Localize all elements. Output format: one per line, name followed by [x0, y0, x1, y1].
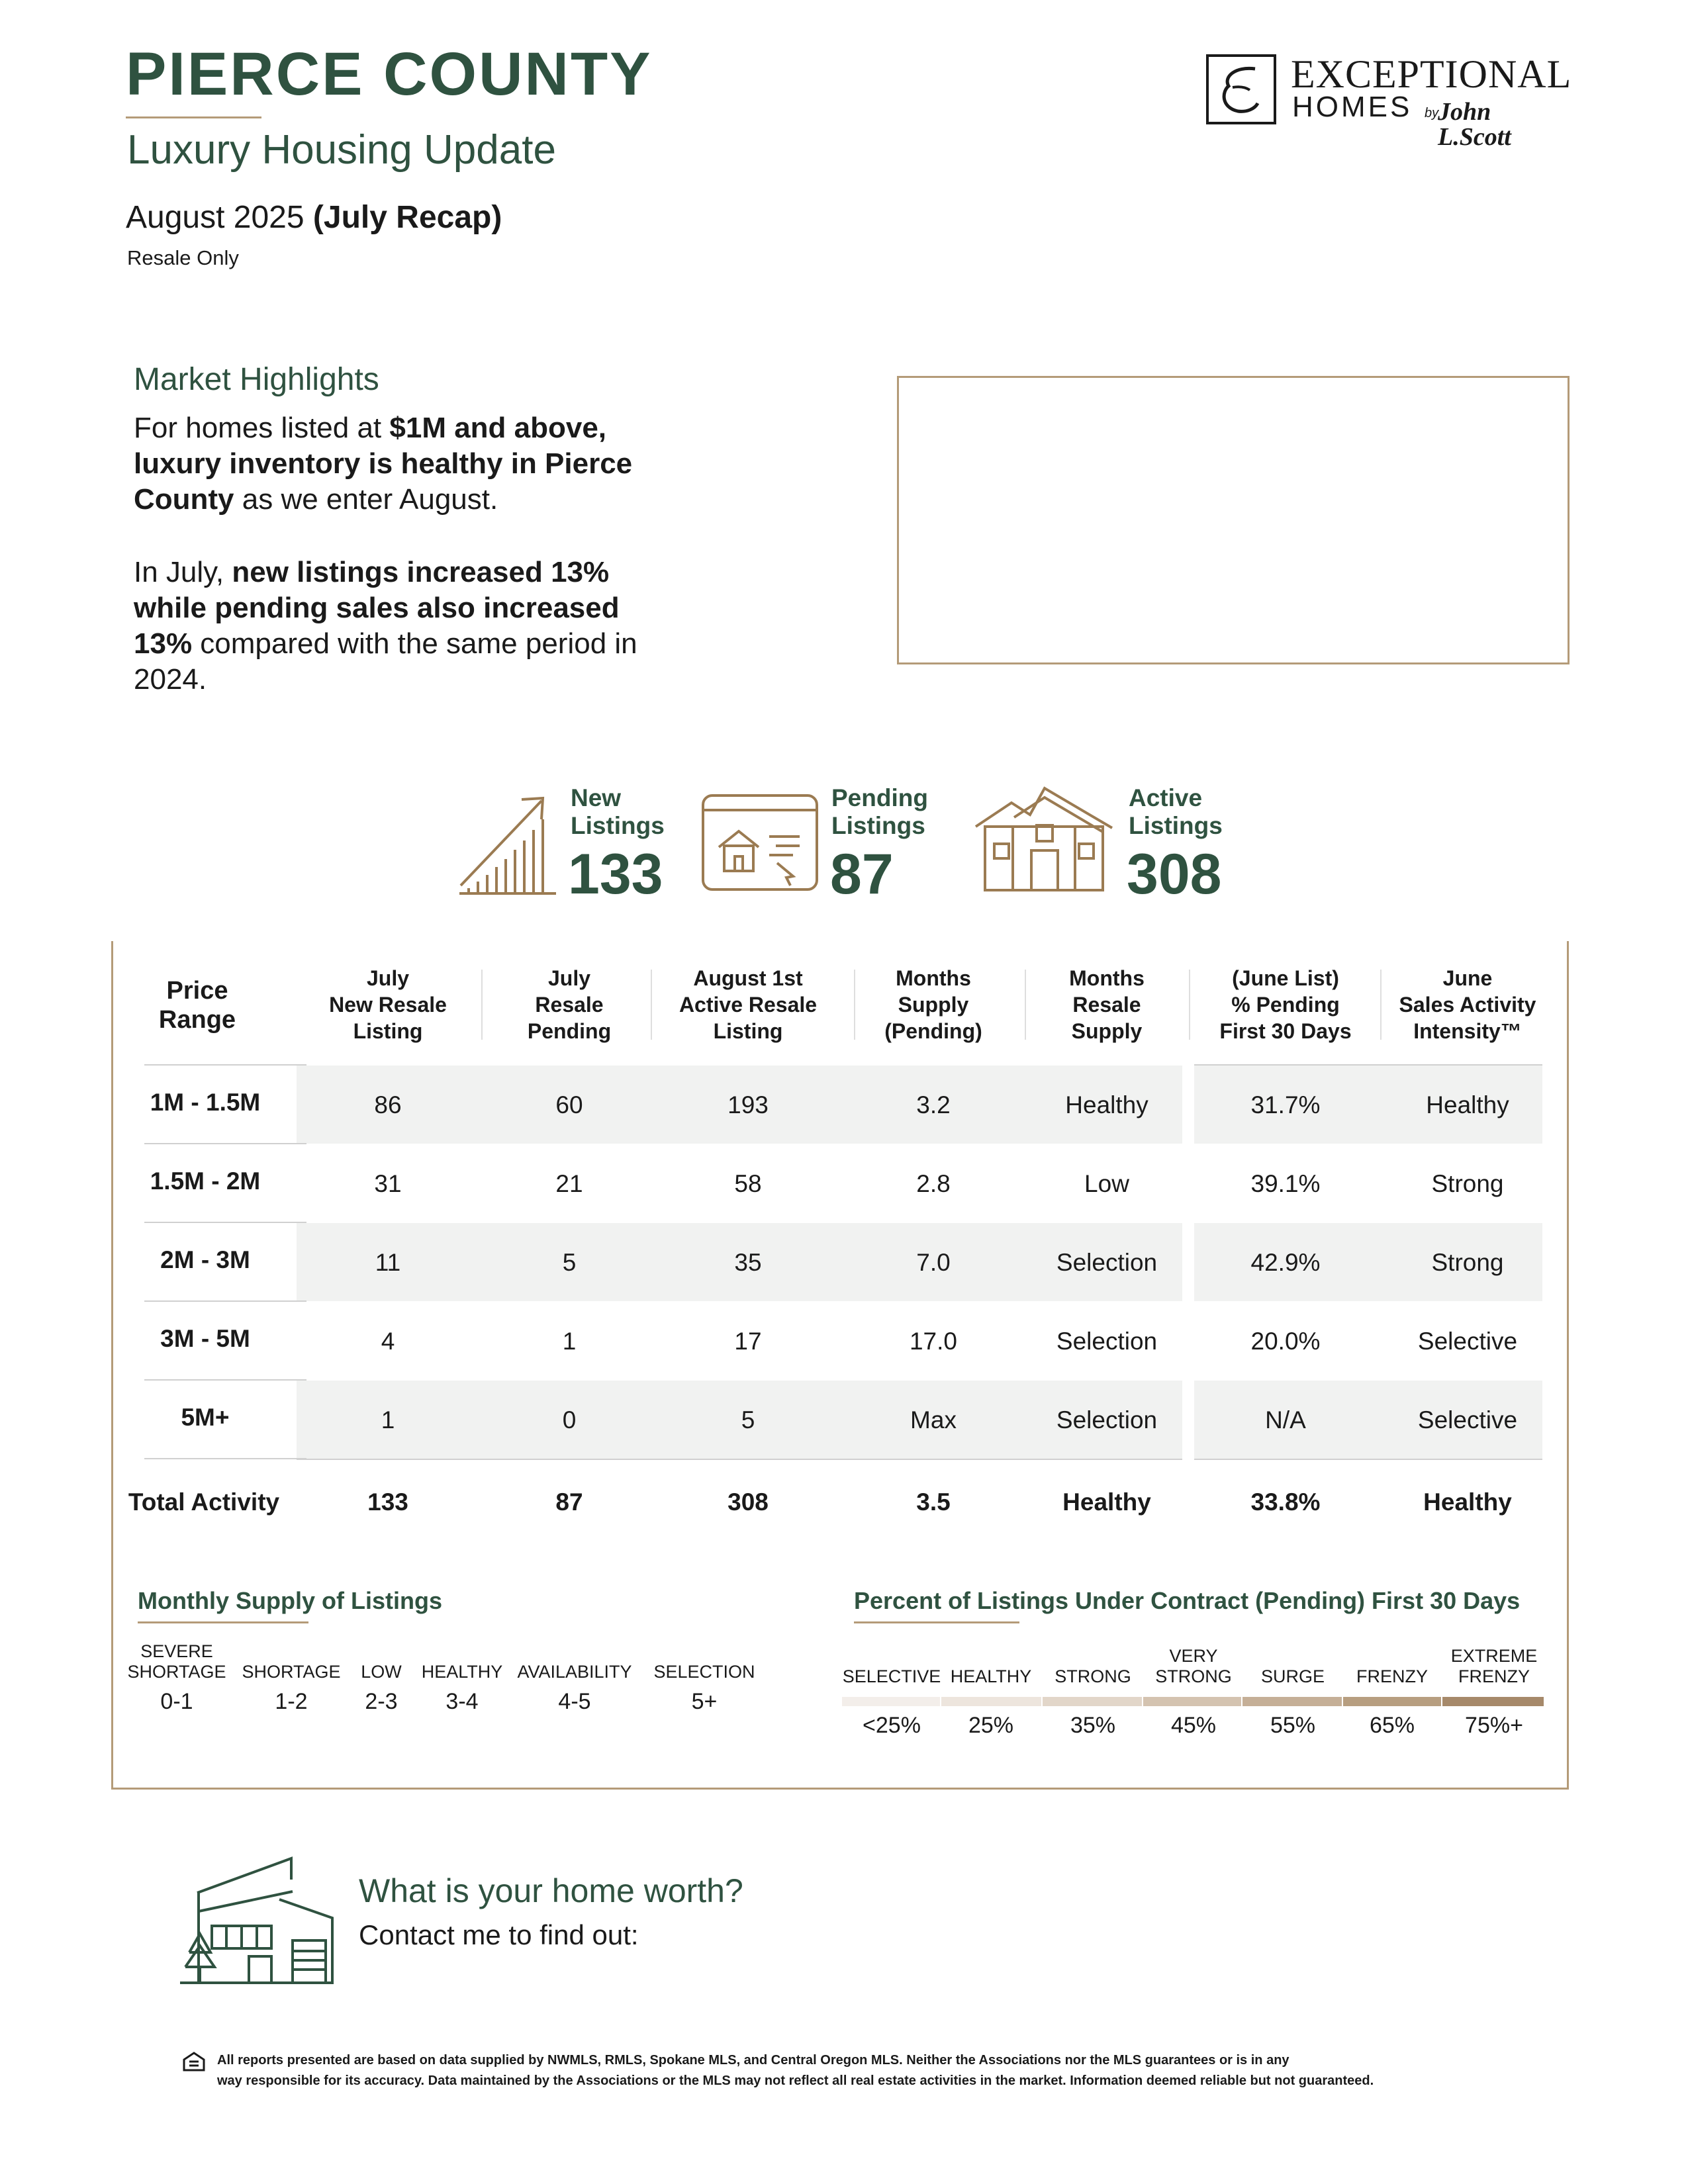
total-cell: 3.5 — [916, 1488, 951, 1516]
supply-legend-label-line: LOW — [361, 1662, 402, 1682]
total-cell: 308 — [727, 1488, 769, 1516]
report-title: PIERCE COUNTY — [126, 40, 653, 108]
header-text: Active Resale — [679, 993, 818, 1017]
table-cell: 11 — [375, 1249, 401, 1276]
table-cell: 39.1% — [1250, 1170, 1321, 1197]
logo-by: by — [1425, 106, 1439, 120]
total-cell: 133 — [367, 1488, 408, 1516]
row-label-divider — [144, 1458, 306, 1459]
table-top-rule — [1194, 1064, 1542, 1066]
pending-legend-underline — [854, 1621, 1019, 1623]
pending-legend-label-line: SELECTIVE — [842, 1666, 941, 1686]
table-cell: 4 — [381, 1328, 395, 1355]
new-listings-value: 133 — [568, 842, 663, 906]
header-text: New Resale — [329, 993, 447, 1017]
header-text: July — [547, 966, 591, 990]
header-text: % Pending — [1231, 993, 1340, 1017]
price-range-1-5m-2m: 1.5M - 2M — [150, 1167, 261, 1195]
supply-legend-label-line: SHORTAGE — [242, 1662, 341, 1682]
pending-legend-label-line: FRENZY — [1356, 1666, 1428, 1686]
row-label-divider — [144, 1143, 306, 1144]
table-cell: 20.0% — [1250, 1328, 1321, 1355]
table-cell: 31 — [374, 1170, 402, 1197]
total-cell: 87 — [555, 1488, 583, 1516]
logo-e-mark-icon — [1206, 54, 1276, 124]
logo-exceptional: EXCEPTIONAL — [1291, 52, 1572, 96]
highlight-text-run: compared with the same period in 2024. — [134, 627, 637, 696]
pending-legend-label — [1237, 1666, 1349, 1687]
header-separator — [481, 970, 483, 1040]
active-listings-label-line1: Active — [1129, 784, 1203, 811]
table-cell: 35 — [734, 1249, 762, 1276]
table-cell: 17.0 — [909, 1328, 957, 1355]
table-cell: 5 — [562, 1249, 577, 1276]
header-pending-first-30-days — [1196, 965, 1376, 1044]
table-cell: 2.8 — [916, 1170, 951, 1197]
pending-legend-value: <25% — [863, 1713, 921, 1738]
pending-legend-label — [1336, 1666, 1448, 1687]
table-cell: Selective — [1417, 1328, 1518, 1355]
header-text: Months — [896, 966, 971, 990]
pending-listings-label-line2: Listings — [831, 812, 925, 839]
header-text: Supply — [1071, 1019, 1143, 1043]
report-recap: (July Recap) — [312, 200, 502, 235]
new-listings-label-line1: New — [571, 784, 622, 811]
highlight-text-run: For homes listed at — [134, 412, 390, 444]
table-cell: Selection — [1056, 1328, 1158, 1355]
header-text: Listing — [353, 1019, 423, 1043]
brand-logo — [1206, 52, 1572, 151]
highlights-paragraph-1 — [134, 410, 677, 518]
header-text: Price — [166, 977, 228, 1005]
pending-legend-label — [1037, 1666, 1149, 1687]
supply-legend-title: Monthly Supply of Listings — [138, 1587, 442, 1614]
table-cell: 1 — [381, 1406, 395, 1433]
pending-legend-value: 65% — [1369, 1713, 1415, 1738]
highlight-text-run: as we enter August. — [234, 483, 498, 516]
header-text: (Pending) — [884, 1019, 982, 1043]
pending-legend-label — [835, 1666, 948, 1687]
row-label-divider — [144, 1379, 306, 1381]
supply-legend-label — [111, 1641, 243, 1682]
table-cell: 5 — [741, 1406, 755, 1433]
supply-legend-label — [638, 1662, 771, 1682]
report-date — [126, 199, 502, 237]
pending-legend-swatch — [1343, 1697, 1441, 1706]
pending-legend-value: 75%+ — [1465, 1713, 1523, 1738]
table-bottom-rule — [1194, 1459, 1542, 1460]
supply-legend-range: 2-3 — [365, 1689, 398, 1714]
table-cell: Healthy — [1426, 1091, 1509, 1118]
header-new-resale-listing — [303, 965, 473, 1044]
table-cell: 17 — [734, 1328, 762, 1355]
house-icon — [973, 784, 1115, 893]
pending-legend-value: 55% — [1270, 1713, 1316, 1738]
cta-subtext: Contact me to find out: — [359, 1919, 639, 1950]
active-listings-label-line2: Listings — [1129, 812, 1223, 839]
photo-placeholder — [897, 376, 1570, 664]
pending-listings-label — [831, 784, 928, 840]
header-separator — [1189, 970, 1190, 1040]
equal-housing-icon — [183, 2052, 205, 2071]
pending-legend-label-line: FRENZY — [1458, 1666, 1530, 1686]
total-cell: 33.8% — [1250, 1488, 1321, 1516]
table-cell: Healthy — [1065, 1091, 1149, 1118]
supply-legend-label-line: SEVERE — [140, 1641, 213, 1661]
supply-legend-underline — [138, 1621, 308, 1623]
header-separator — [1380, 970, 1382, 1040]
cta-question: What is your home worth? — [359, 1872, 743, 1909]
supply-legend-range: 3-4 — [445, 1689, 479, 1714]
pending-legend-label-line: STRONG — [1155, 1666, 1232, 1686]
table-cell: N/A — [1265, 1406, 1306, 1433]
table-cell: Max — [910, 1406, 957, 1433]
row-label-divider — [144, 1222, 306, 1223]
header-separator — [854, 970, 855, 1040]
total-cell: Healthy — [1062, 1488, 1151, 1516]
supply-legend-label — [508, 1662, 641, 1682]
pending-legend-swatch — [1442, 1697, 1544, 1706]
new-listings-label — [571, 784, 665, 840]
modern-home-icon — [180, 1853, 339, 1985]
header-text: July — [366, 966, 410, 990]
header-resale-pending — [490, 965, 649, 1044]
price-range-5m-plus: 5M+ — [181, 1404, 230, 1431]
table-cell: 7.0 — [916, 1249, 951, 1276]
supply-legend-label-line: SELECTION — [653, 1662, 755, 1682]
pending-legend-label-line: SURGE — [1260, 1666, 1325, 1686]
new-listings-label-line2: Listings — [571, 812, 665, 839]
table-cell: Selection — [1056, 1249, 1158, 1276]
header-text: June — [1442, 966, 1493, 990]
pending-listings-label-line1: Pending — [831, 784, 928, 811]
pending-legend-value: 45% — [1170, 1713, 1217, 1738]
supply-legend-range: 0-1 — [160, 1689, 193, 1714]
title-underline — [126, 116, 261, 118]
rising-bar-chart-icon — [457, 793, 559, 899]
table-cell: Selection — [1056, 1406, 1158, 1433]
highlight-text-run: $1M and above, luxury inventory is healthy in Pierce County — [134, 412, 633, 516]
header-text: Sales Activity — [1399, 993, 1536, 1017]
supply-legend-label-line: HEALTHY — [421, 1662, 503, 1682]
supply-legend-label-line: SHORTAGE — [127, 1662, 226, 1682]
row-label-divider — [144, 1300, 306, 1302]
supply-legend-range: 4-5 — [558, 1689, 591, 1714]
header-text: Resale — [1072, 993, 1141, 1017]
table-bottom-rule — [297, 1459, 1182, 1460]
table-cell: 193 — [727, 1091, 769, 1118]
pending-legend-label-line: STRONG — [1055, 1666, 1131, 1686]
highlight-text-run: new listings increased 13% while pending sales also increased 13% — [134, 556, 620, 660]
pending-legend-swatch — [842, 1697, 940, 1706]
header-text: Pending — [527, 1019, 612, 1043]
table-cell: 42.9% — [1250, 1249, 1321, 1276]
header-active-resale-listing — [658, 965, 838, 1044]
pending-legend-value: 25% — [968, 1713, 1014, 1738]
pending-legend-label-line: EXTREME — [1450, 1646, 1538, 1666]
resale-note: Resale Only — [127, 246, 239, 269]
price-range-1m-1-5m: 1M - 1.5M — [150, 1089, 261, 1116]
table-cell: Strong — [1431, 1170, 1504, 1197]
table-cell: 58 — [734, 1170, 762, 1197]
header-months-resale-supply — [1033, 965, 1181, 1044]
price-range-3m-5m: 3M - 5M — [160, 1325, 250, 1352]
header-text: Supply — [898, 993, 969, 1017]
pending-legend-swatch — [1143, 1697, 1241, 1706]
disclaimer-line-2: way responsible for its accuracy. Data maintained by the Associations or the MLS may not reflect all real estate activities in the market. Information deemed reliable but not guaranteed. — [217, 2073, 1374, 2088]
table-cell: Low — [1084, 1170, 1129, 1197]
supply-legend-label-line: AVAILABILITY — [517, 1662, 632, 1682]
table-cell: Strong — [1431, 1249, 1504, 1276]
highlight-text-run: In July, — [134, 556, 232, 588]
pending-legend-label-line: VERY — [1169, 1646, 1218, 1666]
highlights-paragraph-2 — [134, 555, 677, 698]
disclaimer-line-1: All reports presented are based on data supplied by NWMLS, RMLS, Spokane MLS, and Central Oregon MLS. Neither the Associations nor the MLS guarantees or is in any — [217, 2053, 1289, 2068]
pending-legend-label — [935, 1666, 1047, 1687]
header-text: Intensity™ — [1413, 1019, 1522, 1043]
report-subtitle: Luxury Housing Update — [127, 127, 556, 173]
pending-legend-value: 35% — [1070, 1713, 1116, 1738]
pending-legend-title: Percent of Listings Under Contract (Pending) First 30 Days — [854, 1587, 1521, 1614]
total-cell: Healthy — [1423, 1488, 1512, 1516]
pending-legend-label — [1137, 1646, 1250, 1687]
active-listings-label — [1129, 784, 1223, 840]
header-text: Months — [1069, 966, 1145, 990]
header-months-supply-pending — [861, 965, 1006, 1044]
row-label-divider — [144, 1064, 306, 1066]
supply-legend-range: 1-2 — [275, 1689, 308, 1714]
header-separator — [1025, 970, 1026, 1040]
disclaimer — [217, 2050, 1508, 2091]
table-cell: 60 — [555, 1091, 583, 1118]
table-cell: 1 — [562, 1328, 577, 1355]
pending-legend-label — [1438, 1646, 1550, 1687]
header-separator — [651, 970, 652, 1040]
pending-legend-swatch — [1043, 1697, 1142, 1706]
pending-legend-swatch — [1243, 1697, 1342, 1706]
supply-legend-range: 5+ — [691, 1689, 718, 1714]
header-text: First 30 Days — [1219, 1019, 1352, 1043]
table-cell: 0 — [562, 1406, 577, 1433]
header-price-range — [124, 976, 270, 1034]
logo-brand-name: John L.Scott — [1438, 98, 1511, 151]
web-listing-house-icon — [700, 793, 820, 892]
pending-legend-swatch — [941, 1697, 1041, 1706]
header-text: Range — [158, 1006, 236, 1034]
table-cell: Selective — [1417, 1406, 1518, 1433]
header-text: (June List) — [1232, 966, 1339, 990]
active-listings-value: 308 — [1127, 842, 1222, 906]
header-text: August 1st — [693, 966, 803, 990]
total-activity-label: Total Activity — [128, 1488, 280, 1516]
price-range-2m-3m: 2M - 3M — [160, 1246, 250, 1273]
market-highlights-title: Market Highlights — [134, 362, 379, 397]
table-cell: 86 — [374, 1091, 402, 1118]
header-sales-activity-intensity — [1386, 965, 1549, 1044]
table-cell: 31.7% — [1250, 1091, 1321, 1118]
header-text: Resale — [535, 993, 604, 1017]
pending-listings-value: 87 — [830, 842, 894, 906]
header-text: Listing — [713, 1019, 783, 1043]
table-cell: 3.2 — [916, 1091, 951, 1118]
table-cell: 21 — [555, 1170, 583, 1197]
pending-legend-label-line: HEALTHY — [950, 1666, 1032, 1686]
report-month: August 2025 — [126, 200, 305, 235]
logo-homes: HOMES — [1292, 91, 1413, 123]
